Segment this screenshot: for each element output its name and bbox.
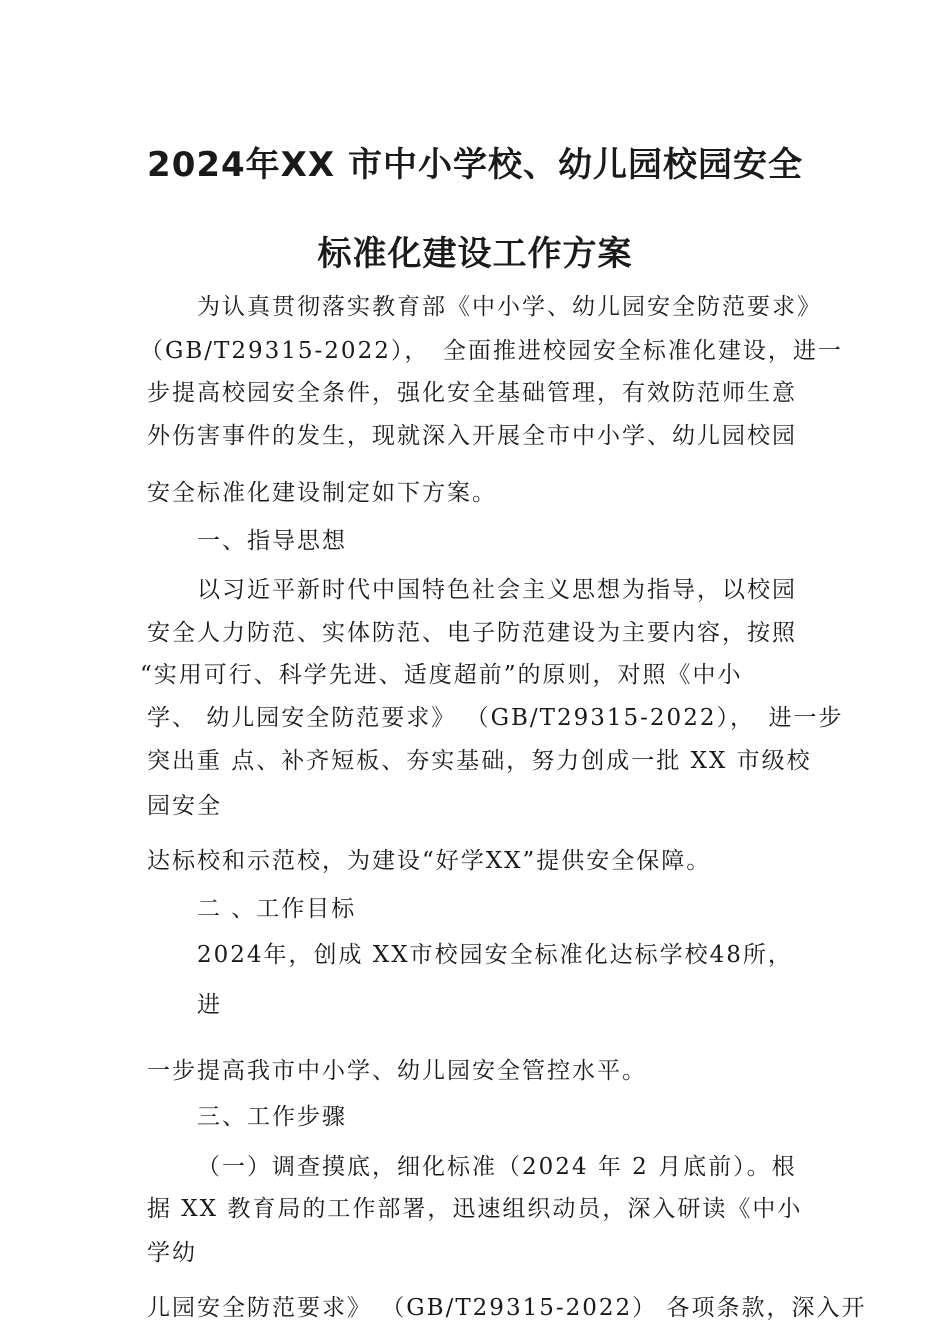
paragraph-line: 以习近平新时代中国特色社会主义思想为指导，以校园 [197,577,797,603]
paragraph-line: 园安全 [147,793,222,819]
paragraph-intro-line: 外伤害事件的发生，现就深入开展全市中小学、幼儿园校园 [147,423,797,449]
paragraph-intro-line: 步提高校园安全条件，强化安全基础管理，有效防范师生意 [147,380,797,406]
paragraph-line: 一步提高我市中小学、幼儿园安全管控水平。 [147,1058,647,1084]
paragraph-intro-line: （GB/T29315-2022）， 全面推进校园安全标准化建设，进一 [140,338,843,364]
paragraph-line: 学、 幼儿园安全防范要求》 （GB/T29315-2022）， 进一步 [147,705,844,731]
paragraph-line: （一）调查摸底，细化标准（2024 年 2 月底前）。根 [197,1154,797,1180]
paragraph-line: 安全人力防范、实体防范、电子防范建设为主要内容，按照 [147,620,797,646]
document-title-line-2: 标准化建设工作方案 [317,234,633,274]
paragraph-line: 进 [197,992,222,1018]
section-heading: 一、指导思想 [197,528,347,554]
paragraph-line: 突出重 点、补齐短板、夯实基础，努力创成一批 XX 市级校 [147,748,812,774]
paragraph-line: 据 XX 教育局的工作部署，迅速组织动员，深入研读《中小 [147,1196,803,1222]
paragraph-line: 达标校和示范校，为建设“好学XX”提供安全保障。 [147,848,712,874]
section-heading: 三、工作步骤 [197,1104,347,1130]
paragraph-line: 学幼 [147,1240,197,1266]
paragraph-line: “实用可行、科学先进、适度超前”的原则，对照《中小 [140,662,743,688]
document-title-line-1: 2024年XX 市中小学校、幼儿园校园安全 [147,145,803,185]
paragraph-intro-line: 为认真贯彻落实教育部《中小学、幼儿园安全防范要求》 [197,294,822,320]
paragraph-line: 2024年，创成 XX市校园安全标准化达标学校48所， [197,942,793,968]
paragraph-line: 儿园安全防范要求》 （GB/T29315-2022） 各项条款，深入开 [147,1295,867,1321]
section-heading: 二 、工作目标 [197,896,357,922]
paragraph-intro-line: 安全标准化建设制定如下方案。 [147,480,497,506]
